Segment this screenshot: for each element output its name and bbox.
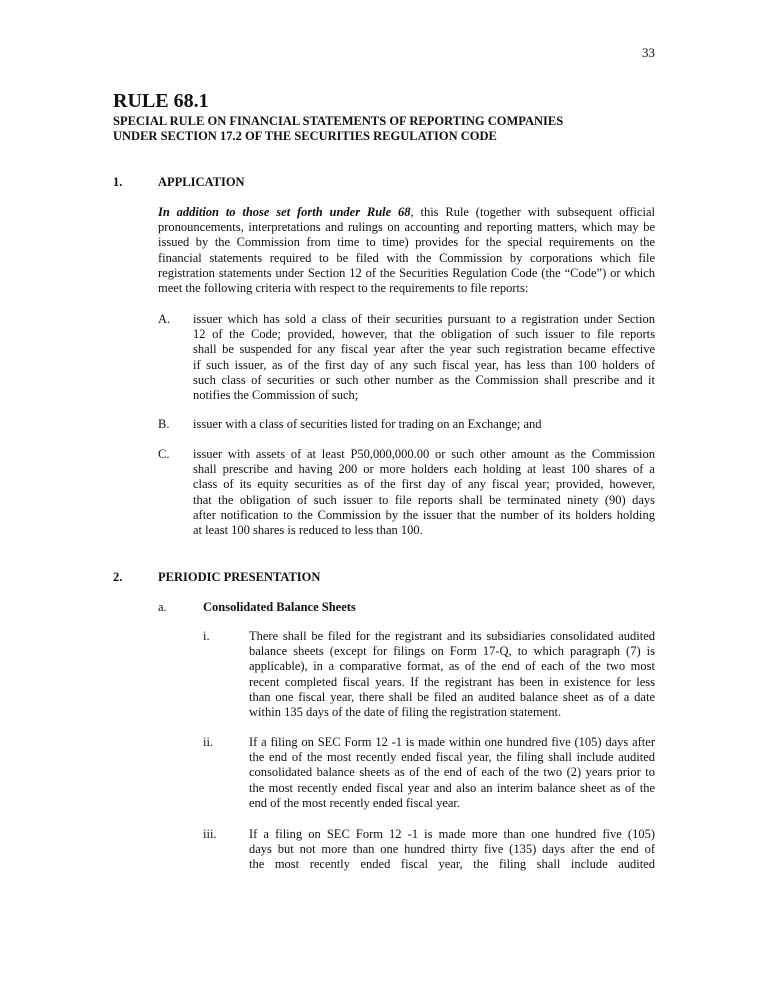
text-line: If a filing on SEC Form 12 -1 is made more than one hundred five (105) (249, 827, 655, 841)
text-line: after notification to the Commission by the issuer that the number of its holders holding (193, 507, 655, 522)
intro-line: , this Rule (together with subsequent official (410, 205, 655, 219)
text-line: that the obligation of such issuer to file reports shall be terminated ninety (90) days (193, 492, 655, 507)
text-line: If a filing on SEC Form 12 -1 is made within one hundred five (105) days after (249, 735, 655, 749)
text-line: such class of securities or such other number as the Commission shall prescribe and it (193, 372, 655, 387)
section-1-number: 1. (113, 175, 123, 189)
text-line: issuer which has sold a class of their securities pursuant to a registration under Section (193, 312, 655, 326)
list-item-text (249, 629, 655, 720)
text-line: applicable), in a comparative format, as of the end of each of the two most (249, 659, 655, 674)
text-line: 12 of the Code; provided, however, that the obligation of such issuer to file reports (193, 327, 655, 342)
list-item-label: ii. (203, 735, 214, 749)
section-2-number: 2. (113, 570, 123, 584)
list-item-label: A. (158, 312, 171, 326)
intro-line: registration statements under Section 12 of the Securities Regulation Code (the “Code”) or which (158, 265, 655, 280)
text-line: than one fiscal year, there shall be filed an audited balance sheet as of a date (249, 689, 655, 704)
text-line: the end of the most recently ended fiscal year, the filing shall include audited (249, 750, 655, 765)
text-line: at least 100 shares is reduced to less than 100. (193, 522, 423, 537)
list-item-text (193, 417, 655, 432)
list-item-label: C. (158, 447, 170, 461)
intro-line: issued by the Commission from time to time) provides for the special requirements on the (158, 235, 655, 250)
list-item-text (193, 447, 655, 538)
section-2-heading: PERIODIC PRESENTATION (158, 570, 321, 584)
subsection-a-label: a. (158, 600, 167, 614)
intro-emphasis: In addition to those set forth under Rule 68 (158, 205, 411, 219)
text-line: issuer with a class of securities listed for trading on an Exchange; and (193, 417, 542, 431)
application-intro-paragraph (158, 205, 655, 296)
section-1-heading: APPLICATION (158, 175, 245, 189)
text-line: consolidated balance sheets as of the end of each of the two (2) years prior to (249, 765, 655, 780)
text-line: issuer with assets of at least P50,000,000.00 or such other amount as the Commission (193, 447, 655, 461)
subsection-a-heading: Consolidated Balance Sheets (203, 600, 356, 614)
rule-title: RULE 68.1 (113, 90, 209, 112)
text-line: shall be suspended for any fiscal year after the year such registration became effective (193, 342, 655, 357)
page-number: 33 (642, 45, 655, 60)
list-item-text (193, 312, 655, 403)
text-line: if such issuer, as of the first day of any such fiscal year, has less than 100 holders of (193, 357, 655, 372)
list-item-label: i. (203, 629, 210, 643)
text-line: class of its equity securities as of the first day of any fiscal year; provided, however, (193, 477, 655, 492)
list-item-text (249, 827, 655, 873)
rule-subtitle-line-1: SPECIAL RULE ON FINANCIAL STATEMENTS OF REPORTING COMPANIES (113, 114, 564, 128)
text-line: shall prescribe and having 200 or more holders each holding at least 100 shares of a (193, 462, 655, 477)
list-item-text (249, 735, 655, 811)
text-line: notifies the Commission of such; (193, 387, 359, 402)
text-line: end of the most recently ended fiscal year. (249, 795, 461, 810)
rule-subtitle-line-2: UNDER SECTION 17.2 OF THE SECURITIES REGULATION CODE (113, 129, 497, 143)
text-line: the most recently ended fiscal year and also an interim balance sheet as of the (249, 780, 655, 795)
text-line: the most recently ended fiscal year, the filing shall include audited (249, 857, 655, 872)
list-item-label: iii. (203, 827, 217, 841)
text-line: within 135 days of the date of filing the registration statement. (249, 704, 562, 719)
text-line: There shall be filed for the registrant and its subsidiaries consolidated audited (249, 629, 655, 643)
list-item-label: B. (158, 417, 170, 431)
text-line: recent completed fiscal years. If the registrant has been in existence for less (249, 674, 655, 689)
intro-line: financial statements required to be filed with the Commission by corporations which file (158, 250, 655, 265)
text-line: balance sheets (except for filings on Form 17-Q, to which paragraph (7) is (249, 644, 655, 659)
intro-line: meet the following criteria with respect to the requirements to file reports: (158, 280, 529, 295)
text-line: days but not more than one hundred thirty five (135) days after the end of (249, 842, 655, 857)
intro-line: pronouncements, interpretations and rulings on accounting and reporting matters, which may be (158, 220, 655, 235)
